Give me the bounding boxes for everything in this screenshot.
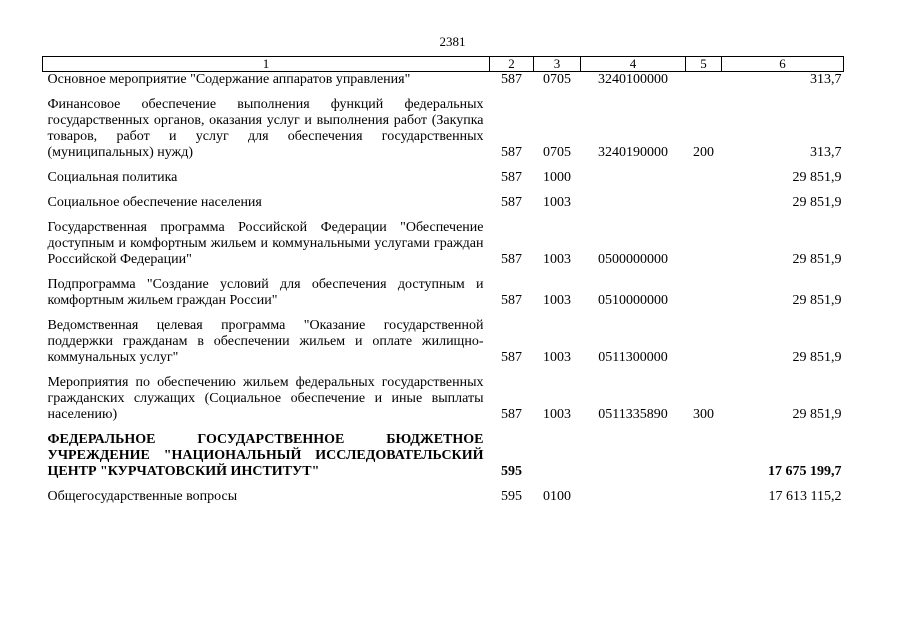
row-name: Подпрограмма "Создание условий для обеспечения доступным и комфортным жильем граждан России" xyxy=(47,277,484,308)
row-section-code: 1003 xyxy=(543,350,571,365)
header-col-4: 4 xyxy=(581,57,686,72)
row-name: ФЕДЕРАЛЬНОЕ ГОСУДАРСТВЕННОЕ БЮДЖЕТНОЕ УЧРЕЖДЕНИЕ "НАЦИОНАЛЬНЫЙ ИССЛЕДОВАТЕЛЬСКИЙ ЦЕНТР "КУРЧАТОВСКИЙ ИНСТИТУТ" xyxy=(47,432,484,479)
row-expense-type xyxy=(686,211,722,268)
row-amount: 313,7 xyxy=(810,72,842,87)
row-target-code xyxy=(581,423,686,480)
row-section-code: 1000 xyxy=(543,170,571,185)
row-expense-type: 200 xyxy=(693,145,714,160)
row-amount: 29 851,9 xyxy=(792,170,842,185)
row-amount: 29 851,9 xyxy=(792,252,842,267)
row-ministry-code: 587 xyxy=(501,195,522,210)
row-expense-type: 300 xyxy=(693,407,714,422)
page-number: 2381 xyxy=(439,34,466,49)
table-row xyxy=(43,186,844,211)
row-section-code: 1003 xyxy=(543,252,571,267)
row-target-code: 0510000000 xyxy=(598,293,668,308)
row-ministry-code: 587 xyxy=(501,407,522,422)
row-target-code xyxy=(581,480,686,505)
table-row xyxy=(43,161,844,186)
row-section-code: 1003 xyxy=(543,195,571,210)
table-row xyxy=(43,366,844,423)
header-col-1: 1 xyxy=(43,57,490,72)
row-amount: 17 613 115,2 xyxy=(768,489,842,504)
row-name: Основное мероприятие "Содержание аппаратов управления" xyxy=(47,72,411,87)
table-header-row xyxy=(43,57,844,72)
header-col-5: 5 xyxy=(686,57,722,72)
table-row xyxy=(43,211,844,268)
row-ministry-code: 595 xyxy=(501,464,522,479)
row-section-code: 1003 xyxy=(543,293,571,308)
row-name: Общегосударственные вопросы xyxy=(47,489,238,504)
row-ministry-code: 587 xyxy=(501,350,522,365)
table-row xyxy=(43,268,844,309)
row-section-code: 0705 xyxy=(543,145,571,160)
row-name: Государственная программа Российской Федерации "Обеспечение доступным и комфортным жильем и коммунальными услугами граждан Российской Федерации" xyxy=(47,220,484,267)
row-name: Мероприятия по обеспечению жильем федеральных государственных гражданских служащих (Социальное обеспечение и иные выплаты населению) xyxy=(47,375,484,422)
row-expense-type xyxy=(686,161,722,186)
row-ministry-code: 595 xyxy=(501,489,522,504)
row-amount: 29 851,9 xyxy=(792,350,842,365)
table-row xyxy=(43,88,844,161)
row-target-code: 0511300000 xyxy=(598,350,668,365)
row-amount: 29 851,9 xyxy=(792,407,842,422)
row-expense-type xyxy=(686,480,722,505)
row-target-code: 0511335890 xyxy=(598,407,668,422)
row-section-code: 0705 xyxy=(543,72,571,87)
header-col-3: 3 xyxy=(534,57,581,72)
row-section-code: 1003 xyxy=(543,407,571,422)
row-amount: 29 851,9 xyxy=(792,195,842,210)
table-row-institution xyxy=(43,423,844,480)
row-name: Ведомственная целевая программа "Оказание государственной поддержки гражданам в обеспечении жильем и оплате жилищно-коммунальных услуг" xyxy=(47,318,484,365)
table-row xyxy=(43,309,844,366)
table-row xyxy=(43,72,844,89)
row-amount: 29 851,9 xyxy=(792,293,842,308)
row-target-code: 0500000000 xyxy=(598,252,668,267)
row-expense-type xyxy=(686,423,722,480)
row-amount: 17 675 199,7 xyxy=(768,464,842,479)
row-amount: 313,7 xyxy=(810,145,842,160)
row-ministry-code: 587 xyxy=(501,293,522,308)
row-ministry-code: 587 xyxy=(501,145,522,160)
row-name: Социальная политика xyxy=(47,170,178,185)
row-target-code: 3240100000 xyxy=(598,72,668,87)
row-name: Финансовое обеспечение выполнения функций федеральных государственных органов, оказания услуг и выполнения работ (Закупка товаров, работ и услуг для обеспечения государственных (муниципальных) нужд) xyxy=(47,97,484,160)
row-expense-type xyxy=(686,186,722,211)
row-expense-type xyxy=(686,309,722,366)
row-ministry-code: 587 xyxy=(501,252,522,267)
header-col-2: 2 xyxy=(490,57,534,72)
row-expense-type xyxy=(686,72,722,89)
row-expense-type xyxy=(686,268,722,309)
row-target-code xyxy=(581,161,686,186)
row-section-code: 0100 xyxy=(543,489,571,504)
row-name: Социальное обеспечение населения xyxy=(47,195,262,210)
row-ministry-code: 587 xyxy=(501,170,522,185)
budget-table xyxy=(42,56,844,505)
row-section-code xyxy=(534,423,581,480)
row-target-code: 3240190000 xyxy=(598,145,668,160)
header-col-6: 6 xyxy=(722,57,844,72)
row-target-code xyxy=(581,186,686,211)
table-row xyxy=(43,480,844,505)
row-ministry-code: 587 xyxy=(501,72,522,87)
